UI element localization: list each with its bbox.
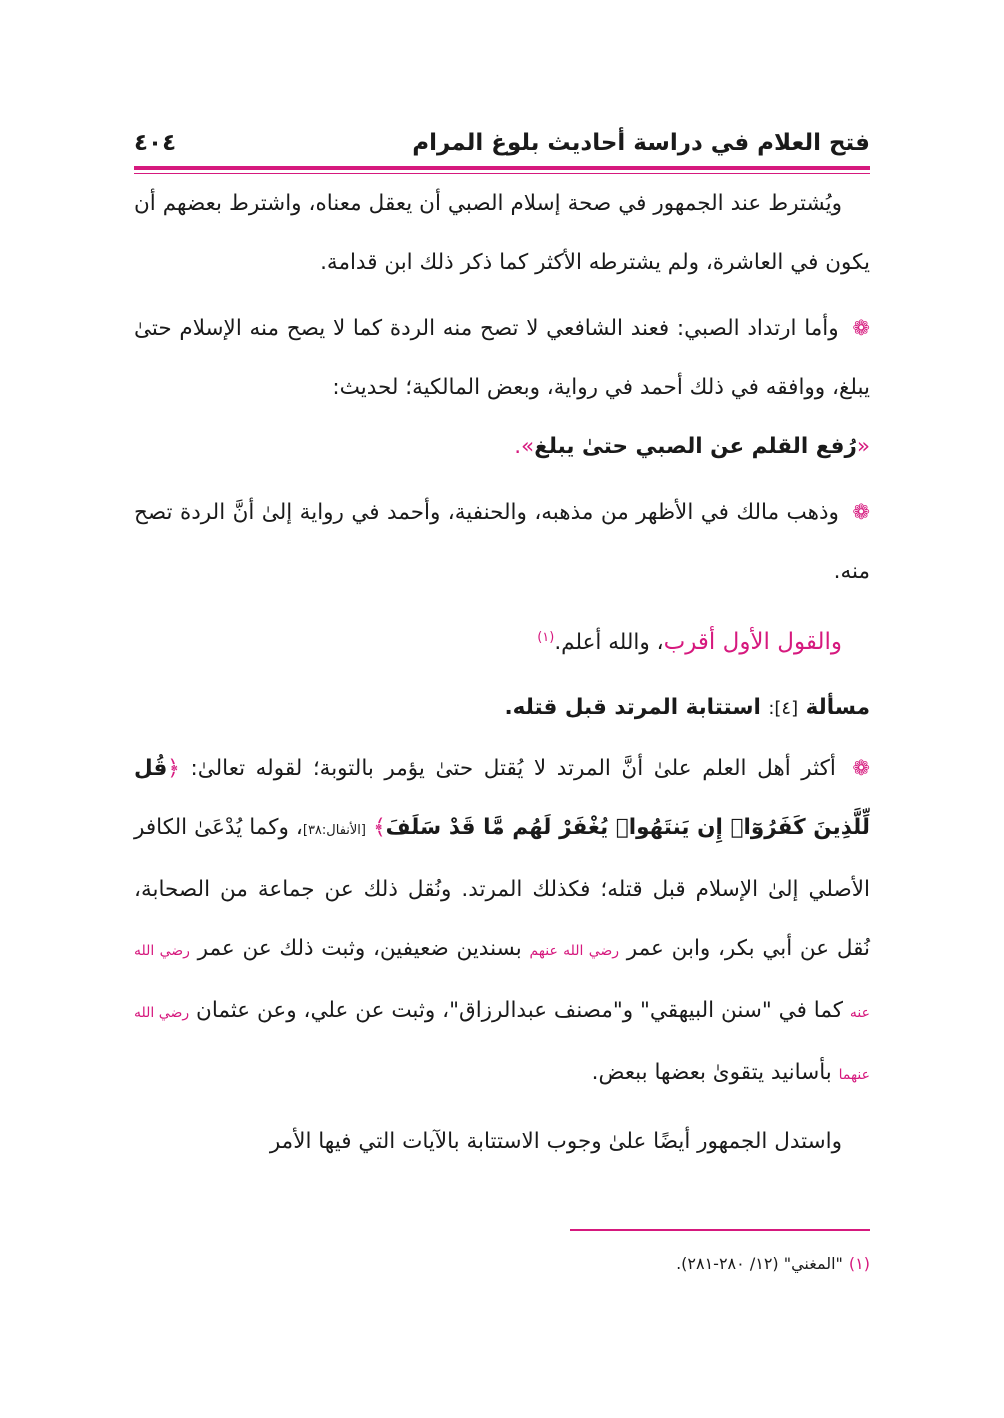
footnote-marker: (١) — [537, 630, 555, 645]
flower-ornament-icon: ❁ — [852, 500, 870, 524]
flower-ornament-icon: ❁ — [852, 756, 870, 781]
quran-verse: قُل لِّلَّذِينَ كَفَرُوٓا۟ إِن يَنتَهُوا۟ يُغْفَرْ لَهُم مَّا قَدْ سَلَفَ — [134, 756, 870, 841]
paragraph-2-text: وأما ارتداد الصبي: فعند الشافعي لا تصح منه الردة كما لا يصح منه الإسلام حتىٰ يبلغ، ووافقه في ذلك أحمد في رواية، وبعض المالكية؛ لحديث: — [134, 316, 870, 400]
hadith-text: رُفع القلم عن الصبي حتىٰ يبلغ — [534, 434, 857, 459]
section-number: [٤]: — [768, 698, 799, 720]
section-paragraph-2 — [134, 1112, 870, 1171]
section-label: مسألة — [805, 695, 870, 721]
section-heading — [134, 682, 870, 735]
footnote — [676, 1254, 870, 1273]
footnote-number: (١) — [848, 1254, 870, 1273]
quran-reference: [الأنفال:٣٨] — [302, 823, 366, 839]
conclusion-phrase: والقول الأول أقرب — [663, 629, 842, 656]
honorific-3: رضي الله عنهما — [134, 1005, 870, 1084]
section-paragraph-1-part5: بأسانيد يتقوىٰ بعضها ببعض. — [591, 1060, 832, 1086]
page-header — [134, 118, 870, 162]
hadith-open-quote: « — [856, 434, 870, 459]
section-paragraph-1-intro: أكثر أهل العلم علىٰ أنَّ المرتد لا يُقتل حتىٰ يؤمر بالتوبة؛ لقوله تعالىٰ: — [190, 756, 836, 782]
hadith-close-quote: ». — [514, 434, 535, 459]
conclusion-line — [134, 608, 870, 672]
running-title: فتح العلام في دراسة أحاديث بلوغ المرام — [412, 130, 870, 156]
paragraph-2 — [134, 299, 870, 476]
section-paragraph-1-part4: كما في "سنن البيهقي" و"مصنف عبدالرزاق"، وثبت عن علي، وعن عثمان — [196, 998, 843, 1024]
book-page — [134, 118, 870, 1171]
flower-ornament-icon: ❁ — [852, 316, 870, 340]
section-paragraph-1 — [134, 739, 870, 1105]
section-title: استتابة المرتد قبل قتله. — [504, 695, 761, 721]
footnote-separator — [570, 1229, 870, 1231]
section-paragraph-1-part3: بسندين ضعيفين، وثبت ذلك عن عمر — [197, 936, 522, 962]
paragraph-3-text: وذهب مالك في الأظهر من مذهبه، والحنفية، وأحمد في رواية إلىٰ أنَّ الردة تصح منه. — [134, 500, 870, 584]
quran-close-bracket: ﴾ — [373, 815, 386, 841]
header-rule-thick — [134, 166, 870, 170]
conclusion-rest: ، والله أعلم. — [554, 630, 664, 656]
honorific-2: رضي الله عنه — [134, 943, 870, 1022]
paragraph-1 — [134, 174, 870, 292]
page-number: ٤٠٤ — [134, 130, 177, 156]
honorific-1: رضي الله عنهم — [529, 943, 620, 960]
quran-open-bracket: ﴿ — [167, 756, 180, 782]
section-paragraph-2-text: واستدل الجمهور أيضًا علىٰ وجوب الاستتابة بالآيات التي فيها الأمر — [269, 1129, 842, 1155]
paragraph-1-text: ويُشترط عند الجمهور في صحة إسلام الصبي أن يعقل معناه، واشترط بعضهم أن يكون في العاشرة، ولم يشترطه الأكثر كما ذكر ذلك ابن قدامة. — [134, 191, 870, 275]
section-paragraph-1-part2: ، وكما يُدْعَىٰ الكافر الأصلي إلىٰ الإسلام قبل قتله؛ فكذلك المرتد. ونُقل ذلك عن جماعة من الصحابة، نُقل عن أبي بكر، وابن عمر — [134, 815, 870, 962]
paragraph-3 — [134, 483, 870, 601]
footnote-text: "المغني" (١٢/ ٢٨٠-٢٨١). — [676, 1254, 843, 1273]
